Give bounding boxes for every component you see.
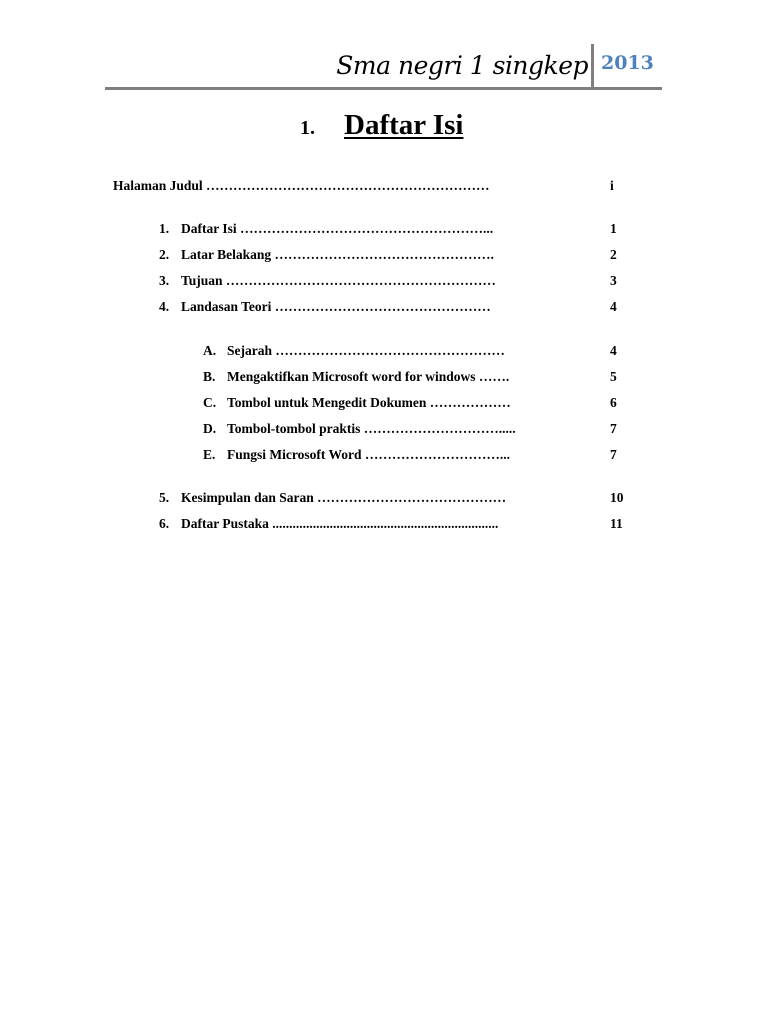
toc-entry-subsection <box>0 341 768 361</box>
toc-entry-page: 7 <box>610 447 617 462</box>
title-text: Daftar Isi <box>344 109 464 141</box>
toc-entry-page: 4 <box>610 299 617 314</box>
toc-entry-number: 2. <box>159 247 170 262</box>
toc-entry-label: Kesimpulan dan Saran …………………………………… <box>181 490 507 505</box>
toc-entry-page: 11 <box>610 516 623 531</box>
title-number: 1. <box>300 117 315 139</box>
toc-entry-label: Halaman Judul ……………………………………………………… <box>113 178 490 193</box>
toc-entry-subsection <box>0 367 768 387</box>
toc-entry-letter: E. <box>203 447 216 462</box>
toc-entry-page: 4 <box>610 343 617 358</box>
toc-entry-label: Tombol-tombol praktis …………………………..... <box>227 421 516 436</box>
toc-entry-page: 2 <box>610 247 617 262</box>
toc-entry-label: Fungsi Microsoft Word …………………………... <box>227 447 511 462</box>
toc-entry-number: 4. <box>159 299 170 314</box>
school-name: Sma negri 1 singkep <box>336 51 588 80</box>
toc-entry-subsection <box>0 419 768 439</box>
toc-entry-page: 10 <box>610 490 624 505</box>
toc-entry-number: 6. <box>159 516 170 531</box>
toc-entry-page: 5 <box>610 369 617 384</box>
toc-entry-letter: B. <box>203 369 216 384</box>
header-divider <box>591 44 594 88</box>
header-year: 2013 <box>601 52 654 74</box>
toc-entry-chapter <box>0 297 768 317</box>
toc-entry-chapter <box>0 514 768 534</box>
toc-entry-page: 7 <box>610 421 617 436</box>
toc-entry-label: Landasan Teori ………………………………………… <box>181 299 491 314</box>
toc-entry-label: Daftar Isi ………………………………………………... <box>181 221 494 236</box>
toc-entry-label: Mengaktifkan Microsoft word for windows ……. <box>227 369 510 384</box>
toc-entry-chapter <box>0 271 768 291</box>
toc-entry-number: 1. <box>159 221 170 236</box>
toc-entry-letter: A. <box>203 343 217 358</box>
toc-entry-subsection <box>0 393 768 413</box>
toc-entry-page: 6 <box>610 395 617 410</box>
toc-entry-page: 1 <box>610 221 617 236</box>
toc-entry-chapter <box>0 219 768 239</box>
toc-entry-chapter <box>0 245 768 265</box>
toc-entry-letter: C. <box>203 395 217 410</box>
toc-entry-number: 5. <box>159 490 170 505</box>
toc-entry-label: Tujuan …………………………………………………… <box>181 273 496 288</box>
toc-entry-label: Sejarah …………………………………………… <box>227 343 505 358</box>
toc-entry-page: i <box>610 178 614 193</box>
toc-entry-number: 3. <box>159 273 170 288</box>
toc-entry-label: Latar Belakang …………………………………………. <box>181 247 494 262</box>
toc-entry-label: Tombol untuk Mengedit Dokumen ……………… <box>227 395 511 410</box>
toc-entry-chapter <box>0 488 768 508</box>
toc-entry-front <box>0 176 768 196</box>
toc-entry-page: 3 <box>610 273 617 288</box>
header-rule <box>105 87 662 90</box>
page-title <box>0 108 768 148</box>
toc-entry-label: Daftar Pustaka ................................................................... <box>181 516 499 531</box>
toc-entry-subsection <box>0 445 768 465</box>
toc-entry-letter: D. <box>203 421 217 436</box>
